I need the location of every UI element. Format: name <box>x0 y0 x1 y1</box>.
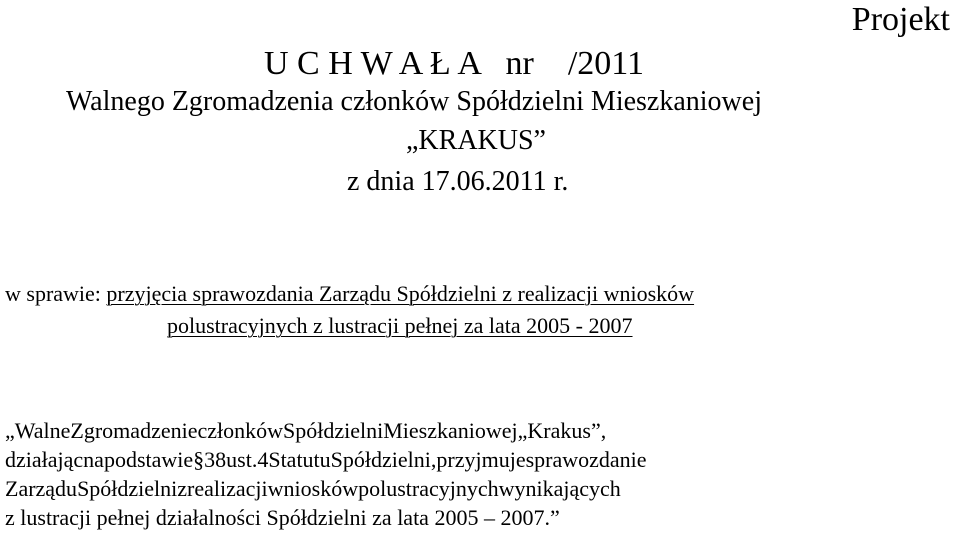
subject-text-1: przyjęcia sprawozdania Zarządu Spółdzielni z realizacji wniosków <box>106 281 695 306</box>
body-word: na <box>83 447 104 472</box>
body-word: wynikających <box>498 476 621 501</box>
subject-text-2: polustracyjnych z lustracji pełnej za lata 2005 - 2007 <box>167 313 633 338</box>
assembly-name: Walnego Zgromadzenia członków Spółdzielni Mieszkaniowej <box>66 86 762 117</box>
body-word: Zarządu <box>5 476 78 501</box>
body-word: Zgromadzenie <box>70 418 198 443</box>
body-line-1 <box>5 416 953 445</box>
body-line-4: z lustracji pełnej działalności Spółdzielni za lata 2005 – 2007.” <box>5 505 560 530</box>
body-word: realizacji <box>187 476 268 501</box>
body-word: podstawie <box>103 447 194 472</box>
body-word: polustracyjnych <box>358 476 499 501</box>
subject-line-1 <box>5 278 694 310</box>
subject-prefix: w sprawie: <box>5 281 107 306</box>
body-word: § <box>193 447 205 472</box>
body-word: Spółdzielni, <box>330 447 437 472</box>
body-word: działając <box>5 447 84 472</box>
body-word: przyjmuje <box>436 447 526 472</box>
body-word: „Krakus”, <box>517 418 607 443</box>
cooperative-name: „KRAKUS” <box>406 125 546 156</box>
body-word: Statutu <box>268 447 331 472</box>
body-word: Mieszkaniowej <box>383 418 518 443</box>
body-word: „Walne <box>5 418 71 443</box>
body-word: 38 <box>204 447 227 472</box>
body-word: z <box>177 476 188 501</box>
body-word: 4 <box>257 447 269 472</box>
body-word: Spółdzielni <box>283 418 384 443</box>
resolution-date: z dnia 17.06.2011 r. <box>347 166 569 197</box>
body-line-3 <box>5 474 953 503</box>
body-word: członków <box>197 418 284 443</box>
resolution-body <box>5 416 953 532</box>
document-status: Projekt <box>851 1 950 38</box>
body-word: ust. <box>226 447 258 472</box>
body-line-2 <box>5 445 953 474</box>
body-word: sprawozdanie <box>525 447 647 472</box>
body-word: wniosków <box>267 476 359 501</box>
body-word: Spółdzielni <box>77 476 178 501</box>
subject-line-2 <box>167 310 633 342</box>
resolution-title: U C H W A Ł A nr /2011 <box>264 45 645 82</box>
